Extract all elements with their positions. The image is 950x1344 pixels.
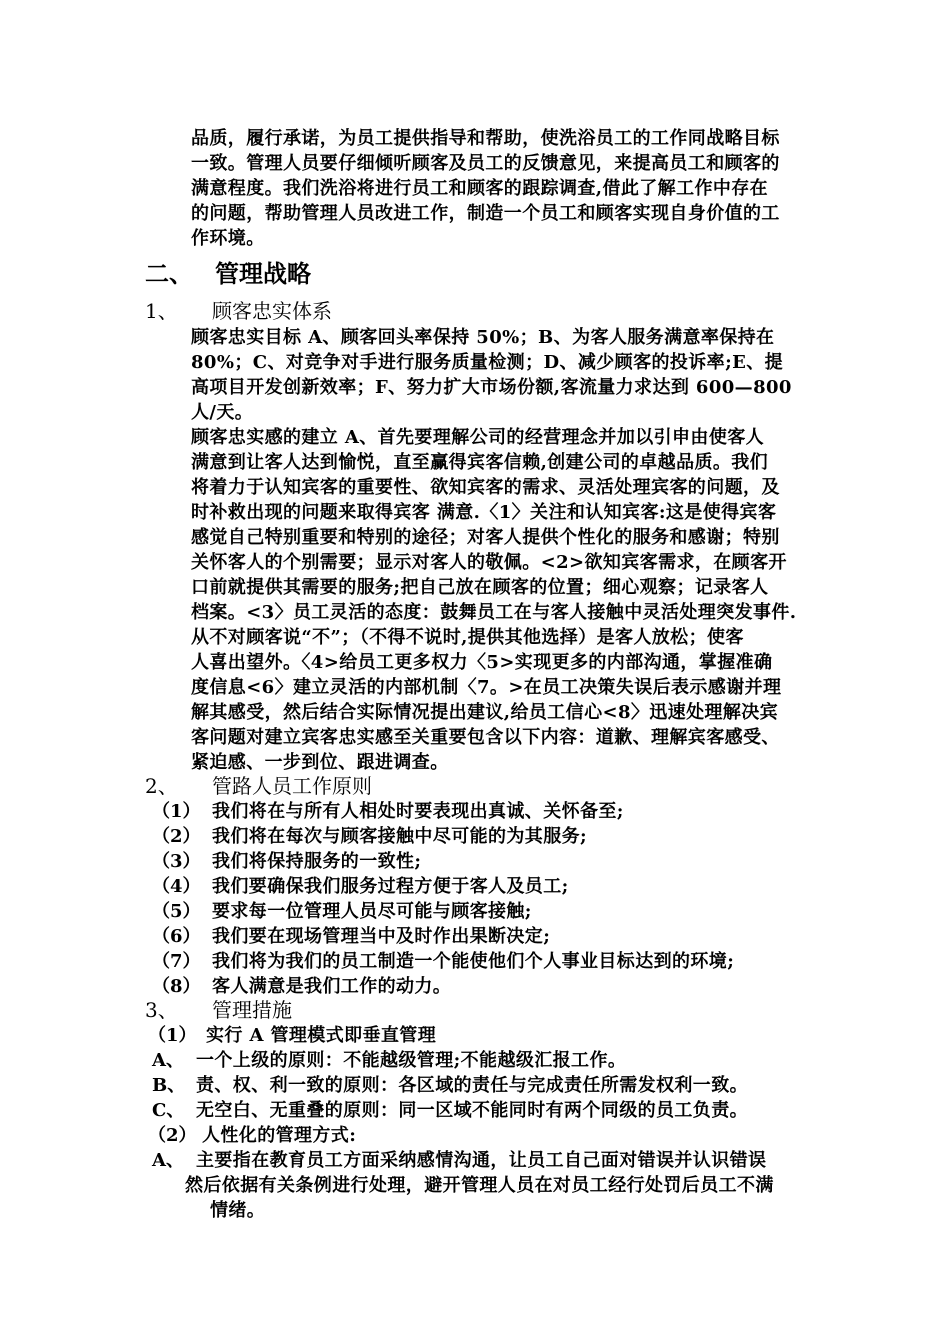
subsection-number: 3、 (145, 998, 178, 1022)
body-line: 将着力于认知宾客的重要性、欲知宾客的需求、灵活处理宾客的问题，及 (191, 477, 780, 498)
measure-item-text: 无空白、无重叠的原则：同一区域不能同时有两个同级的员工负责。 (196, 1100, 748, 1121)
body-line: 80%；C、对竞争对手进行服务质量检测；D、减少顾客的投诉率;E、提 (191, 352, 784, 373)
measure-item-letter: A、 (152, 1150, 184, 1171)
measure-item-letter: A、 (152, 1050, 184, 1071)
body-line: 度信息<6〉建立灵活的内部机制〈7。>在员工决策失误后表示感谢并理 (191, 677, 782, 698)
section-title: 管理战略 (215, 259, 311, 288)
principle-number: （3） (152, 851, 201, 872)
body-line: 人/天。 (191, 402, 254, 423)
subsection-number: 2、 (145, 774, 178, 798)
subsection-number: 1、 (145, 299, 178, 323)
body-line: 解其感受，然后结合实际情况提出建议,给员工信心<8〉迅速处理解决宾 (191, 702, 779, 723)
principle-number: （7） (152, 951, 201, 972)
intro-line: 的问题，帮助管理人员改进工作，制造一个员工和顾客实现自身价值的工 (191, 203, 780, 224)
principle-number: （4） (152, 876, 201, 897)
measure-number: （1） (148, 1025, 197, 1046)
principle-number: （1） (152, 801, 201, 822)
measure-item-continuation: 情绪。 (210, 1200, 266, 1221)
principle-number: （8） (152, 976, 201, 997)
body-line: 从不对顾客说“不”；（不得不说时,提供其他选择）是客人放松；使客 (191, 627, 744, 648)
intro-line: 一致。管理人员要仔细倾听顾客及员工的反馈意见，来提高员工和顾客的 (191, 153, 780, 174)
body-line: 关怀客人的个别需要；显示对客人的敬佩。<2>欲知宾客需求，在顾客开 (191, 552, 787, 573)
body-line: 满意到让客人达到愉悦，直至赢得宾客信赖,创建公司的卓越品质。我们 (191, 452, 769, 473)
measure-item-continuation: 然后依据有关条例进行处理，避开管理人员在对员工经行处罚后员工不满 (185, 1175, 774, 1196)
principle-text: 我们将保持服务的一致性; (212, 851, 422, 872)
intro-line: 作环境。 (191, 228, 265, 249)
principle-text: 我们将为我们的员工制造一个能使他们个人事业目标达到的环境; (212, 951, 735, 972)
subsection-title: 顾客忠实体系 (212, 299, 332, 323)
body-line: 紧迫感、一步到位、跟进调查。 (191, 752, 449, 773)
body-line: 感觉自己特别重要和特别的途径；对客人提供个性化的服务和感谢；特别 (191, 527, 780, 548)
principle-text: 要求每一位管理人员尽可能与顾客接触; (212, 901, 532, 922)
principle-text: 我们要确保我们服务过程方便于客人及员工; (212, 876, 569, 897)
body-line: 高项目开发创新效率；F、努力扩大市场份额,客流量力求达到 600—800 (191, 377, 792, 398)
measure-number: （2） (148, 1125, 197, 1146)
body-line: 顾客忠实感的建立 A、首先要理解公司的经营理念并加以引申由使客人 (191, 427, 765, 448)
measure-text: 实行 A 管理模式即垂直管理 (206, 1025, 437, 1046)
body-line: 人喜出望外。〈4>给员工更多权力〈5>实现更多的内部沟通，掌握准确 (191, 652, 773, 673)
principle-number: （5） (152, 901, 201, 922)
body-line: 顾客忠实目标 A、顾客回头率保持 50%；B、为客人服务满意率保持在 (191, 327, 775, 348)
measure-item-text: 责、权、利一致的原则：各区域的责任与完成责任所需发权利一致。 (196, 1075, 748, 1096)
principle-number: （6） (152, 926, 201, 947)
measure-item-letter: C、 (152, 1100, 185, 1121)
measure-item-letter: B、 (152, 1075, 186, 1096)
measure-text: 人性化的管理方式: (202, 1125, 357, 1146)
measure-item-text: 主要指在教育员工方面采纳感情沟通，让员工自己面对错误并认识错误 (196, 1150, 767, 1171)
body-line: 档案。<3〉员工灵活的态度：鼓舞员工在与客人接触中灵活处理突发事件. (191, 602, 797, 623)
body-line: 时补救出现的问题来取得宾客 满意.〈1〉关注和认知宾客:这是使得宾客 (191, 502, 777, 523)
body-line: 客问题对建立宾客忠实感至关重要包含以下内容：道歉、理解宾客感受、 (191, 727, 780, 748)
principle-text: 我们将在每次与顾客接触中尽可能的为其服务; (212, 826, 588, 847)
subsection-title: 管路人员工作原则 (212, 774, 372, 798)
principle-text: 我们将在与所有人相处时要表现出真诚、关怀备至; (212, 801, 624, 822)
intro-line: 满意程度。我们洗浴将进行员工和顾客的跟踪调查,借此了解工作中存在 (191, 178, 769, 199)
principle-text: 我们要在现场管理当中及时作出果断决定; (212, 926, 551, 947)
subsection-title: 管理措施 (212, 998, 292, 1022)
measure-item-text: 一个上级的原则：不能越级管理;不能越级汇报工作。 (196, 1050, 627, 1071)
principle-number: （2） (152, 826, 201, 847)
body-line: 口前就提供其需要的服务;把自己放在顾客的位置；细心观察；记录客人 (191, 577, 769, 598)
intro-line: 品质，履行承诺，为员工提供指导和帮助，使洗浴员工的工作同战略目标 (191, 128, 780, 149)
section-number: 二、 (145, 259, 193, 288)
principle-text: 客人满意是我们工作的动力。 (212, 976, 452, 997)
